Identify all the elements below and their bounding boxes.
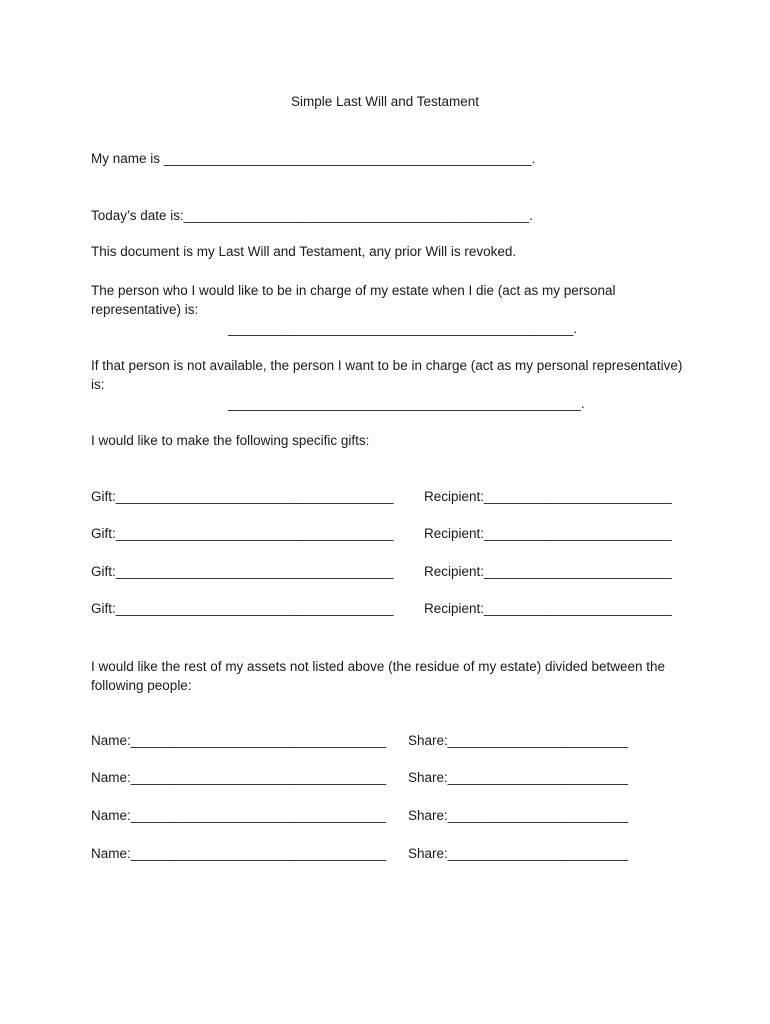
gift-line: Gift:_____________________________________ (91, 564, 394, 579)
alternate-text: If that person is not available, the person I want to be in charge (act as my personal representative) is: (91, 358, 683, 392)
beneficiary-share-line: Share:________________________ (408, 846, 628, 861)
recipient-line: Recipient:_________________________ (424, 526, 672, 541)
recipient-line: Recipient:_________________________ (424, 489, 672, 504)
representative-text: The person who I would like to be in charge of my estate when I die (act as my personal representative) is: (91, 283, 616, 317)
beneficiary-name-line: Name:__________________________________ (91, 846, 387, 861)
gift-line: Gift:_____________________________________ (91, 601, 394, 616)
revocation-statement: This document is my Last Will and Testament, any prior Will is revoked. (91, 244, 517, 259)
gifts-intro: I would like to make the following specific gifts: (91, 433, 370, 448)
residue-intro: I would like the rest of my assets not listed above (the residue of my estate) divided between the following people: (91, 659, 666, 693)
date-line: Today’s date is:______________________________________________. (91, 208, 533, 223)
recipient-line: Recipient:_________________________ (424, 564, 672, 579)
beneficiary-share-line: Share:________________________ (408, 808, 628, 823)
beneficiary-name-line: Name:__________________________________ (91, 770, 387, 785)
recipient-line: Recipient:_________________________ (424, 601, 672, 616)
representative-blank: ______________________________________________. (228, 321, 578, 336)
beneficiary-name-line: Name:__________________________________ (91, 808, 387, 823)
gift-line: Gift:_____________________________________ (91, 526, 394, 541)
beneficiary-share-line: Share:________________________ (408, 733, 628, 748)
document-title: Simple Last Will and Testament (290, 94, 480, 109)
beneficiary-name-line: Name:__________________________________ (91, 733, 387, 748)
alternate-blank: _______________________________________________. (228, 396, 585, 411)
beneficiary-share-line: Share:________________________ (408, 770, 628, 785)
gift-line: Gift:_____________________________________ (91, 489, 394, 504)
name-line: My name is _________________________________________________. (91, 151, 536, 166)
